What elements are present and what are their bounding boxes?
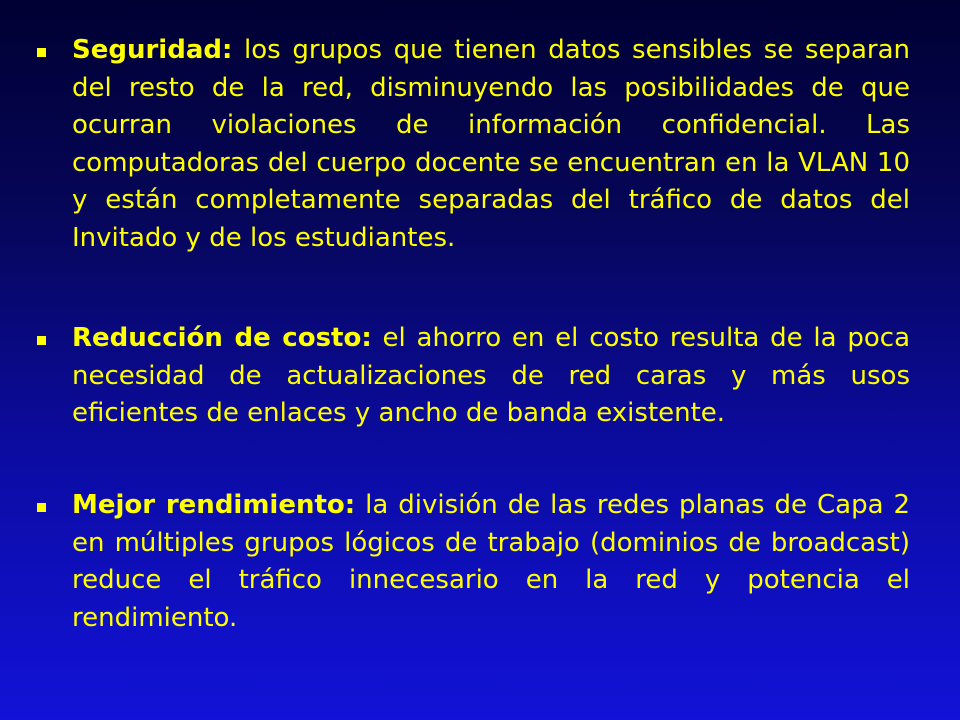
bullet-term: Reducción de costo: xyxy=(72,323,372,353)
bullet-term: Mejor rendimiento: xyxy=(72,490,356,520)
square-bullet-icon xyxy=(37,336,46,345)
bullet-text: el ahorro en el costo resulta de la poca necesidad de actualizaciones de red caras y más usos eficientes de enlaces y ancho de banda existente. xyxy=(72,323,910,428)
bullet-item-mejor-rendimiento xyxy=(72,487,910,637)
square-bullet-icon xyxy=(37,503,46,512)
bullet-text: la división de las redes planas de Capa 2 en múltiples grupos lógicos de trabajo (dominios de broadcast) reduce el tráfico innecesario en la red y potencia el rendimiento. xyxy=(72,490,911,633)
bullet-term: Seguridad: xyxy=(72,35,233,65)
bullet-item-reduccion-de-costo xyxy=(72,320,910,433)
square-bullet-icon xyxy=(37,48,46,57)
bullet-text: los grupos que tienen datos sensibles se separan del resto de la red, disminuyendo las posibilidades de que ocurran violaciones de información confidencial. Las computadoras del cuerpo docente se encuentran en la VLAN 10 y están completamente separadas del tráfico de datos del Invitado y de los estudiantes. xyxy=(72,35,910,253)
bullet-item-seguridad xyxy=(72,32,910,257)
